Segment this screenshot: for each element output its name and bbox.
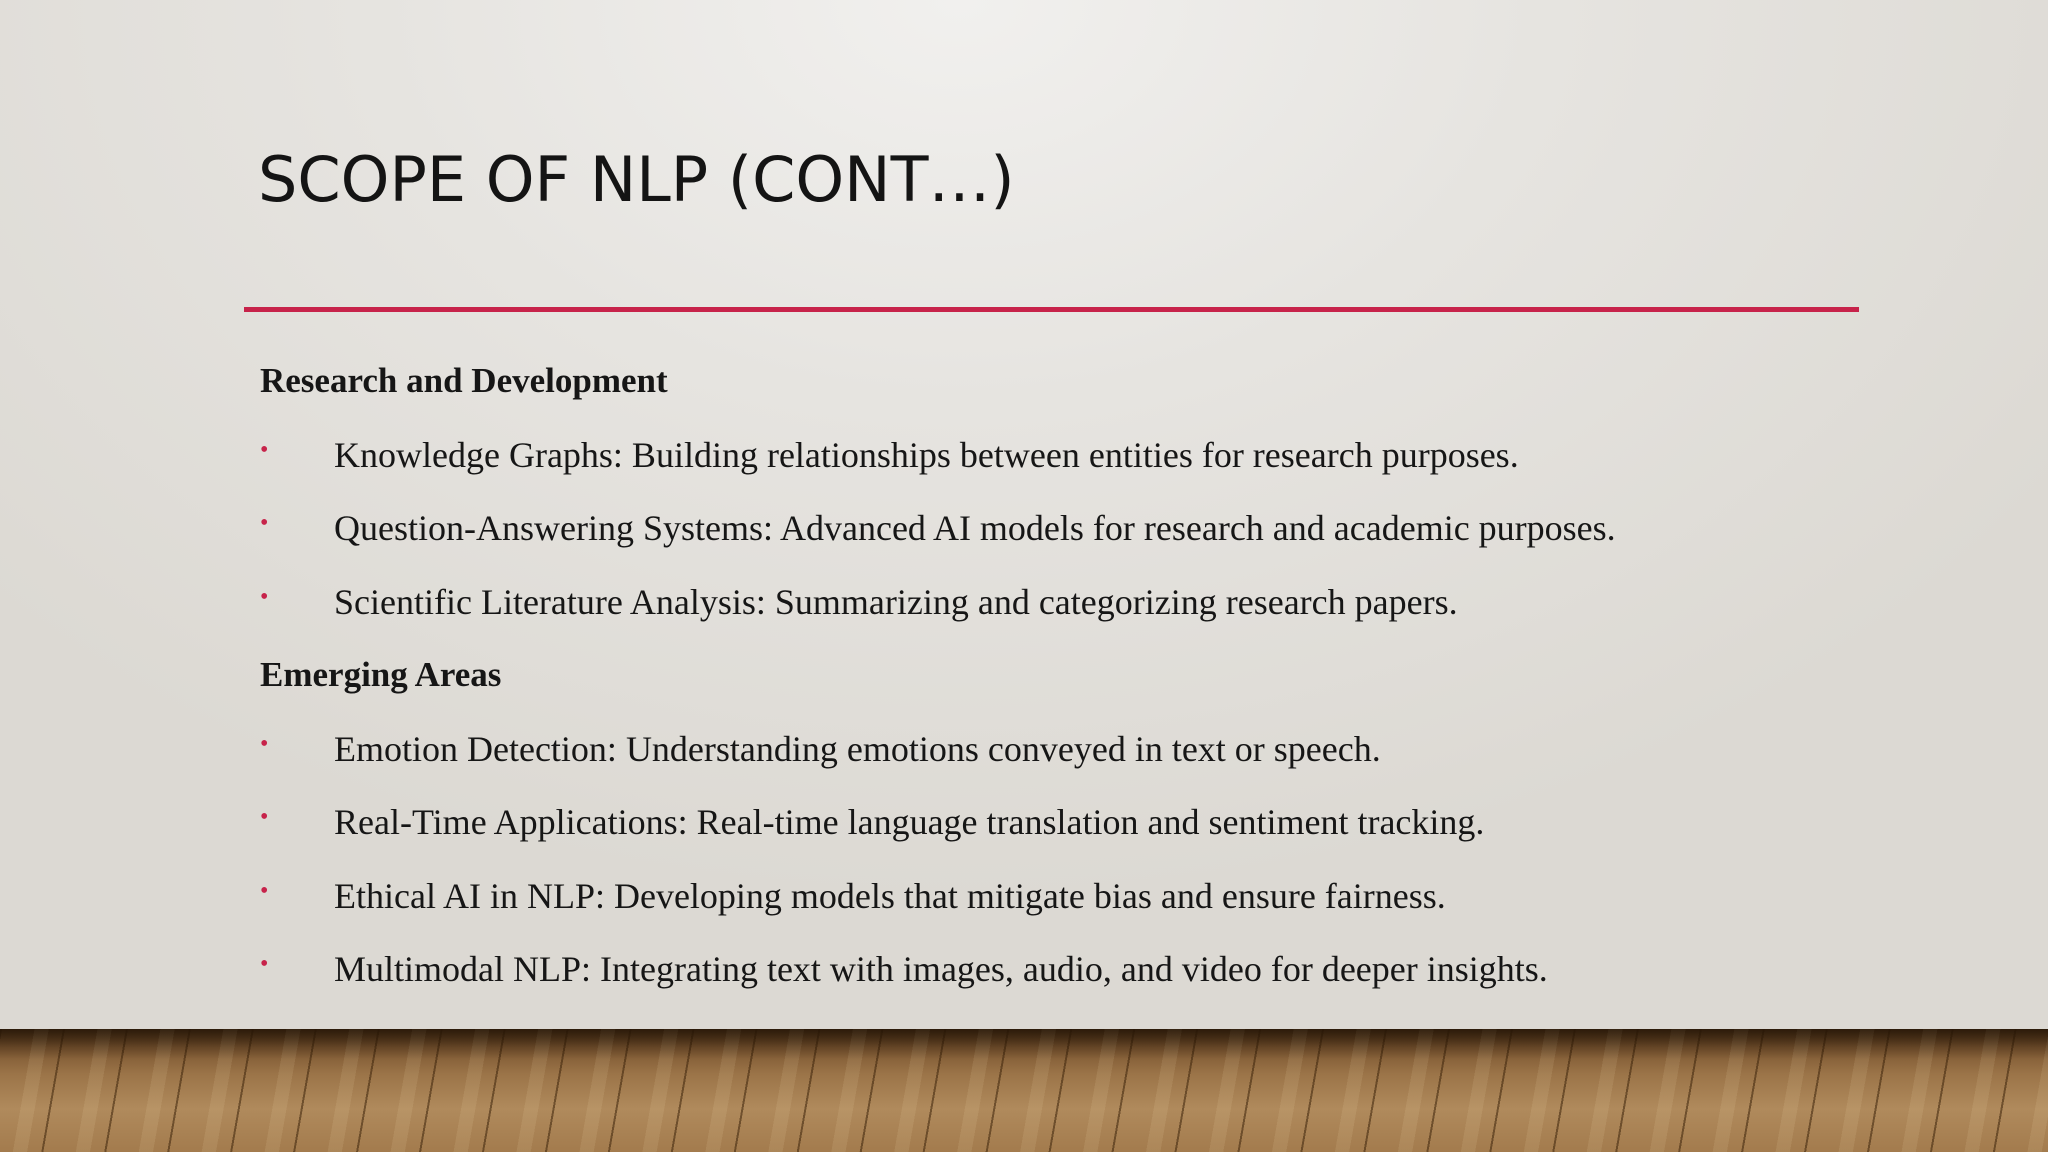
bullet-text: Multimodal NLP: Integrating text with images, audio, and video for deeper insights. [334,949,1548,989]
bullet-icon: • [260,510,269,536]
title-divider [244,307,1859,312]
floor-shadow [0,1029,2048,1059]
bullet-icon: • [260,804,269,830]
bullet-text: Knowledge Graphs: Building relationships between entities for research purposes. [334,434,1519,475]
bullet-text: Emotion Detection: Understanding emotions conveyed in text or speech. [334,728,1381,769]
slide-title: SCOPE OF NLP (CONT…) [258,143,1015,216]
bullet-text: Ethical AI in NLP: Developing models that mitigate bias and ensure fairness. [334,875,1446,916]
bullet-item [260,719,1980,793]
bullet-icon: • [260,730,269,757]
bullet-icon: • [260,436,269,463]
bullet-item [260,498,1980,572]
bullet-item [260,572,1980,646]
slide-content [260,351,1980,1013]
bullet-text: Scientific Literature Analysis: Summarizing and categorizing research papers. [334,581,1458,622]
bullet-text: Real-Time Applications: Real-time language translation and sentiment tracking. [334,802,1485,842]
bullet-item [260,866,1980,940]
bullet-item [260,425,1980,499]
bullet-item [260,792,1980,866]
section-heading-research: Research and Development [260,361,668,400]
bullet-icon: • [260,583,269,610]
bullet-icon: • [260,877,269,904]
bullet-item [260,939,1980,1013]
section-heading-emerging: Emerging Areas [260,655,502,694]
bullet-text: Question-Answering Systems: Advanced AI models for research and academic purposes. [334,508,1616,548]
bullet-icon: • [260,951,269,977]
